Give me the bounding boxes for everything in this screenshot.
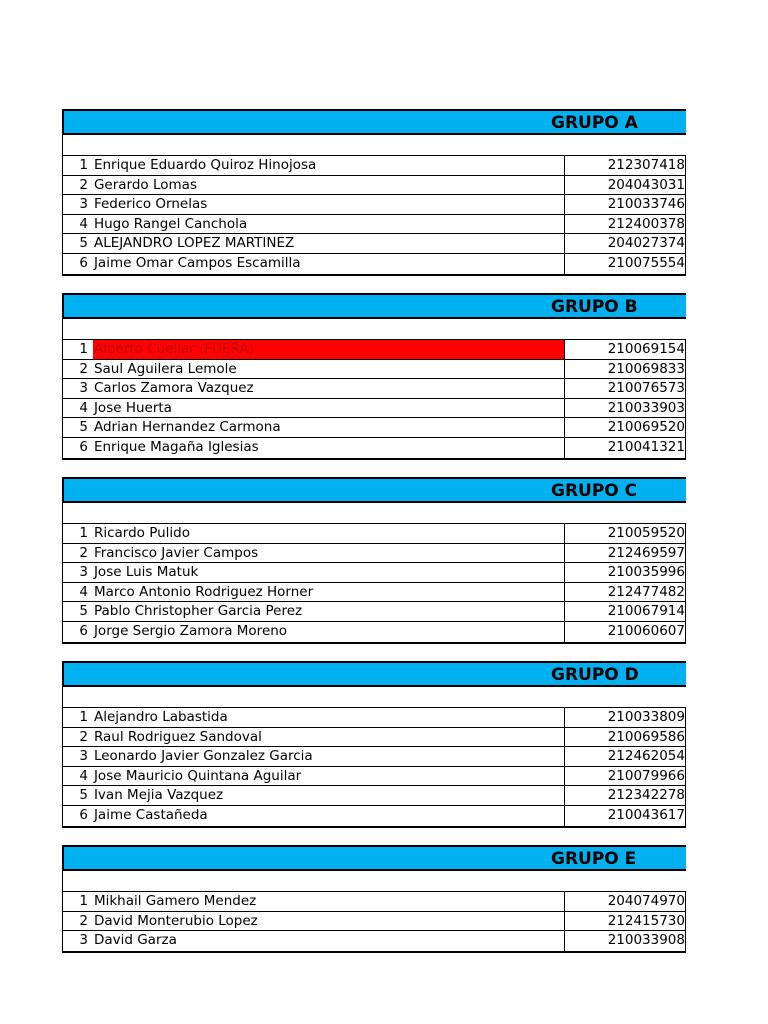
group-header [62,661,686,687]
table-row [63,767,686,787]
member-number: 2 [79,360,88,377]
member-name: Jose Mauricio Quintana Aguilar [93,767,302,784]
table-row [63,340,686,360]
table-row [63,563,686,583]
member-id: 210067914 [564,602,686,621]
table-row [63,254,686,274]
member-number: 3 [79,380,88,397]
member-id: 212469597 [564,544,686,563]
member-table [62,707,686,828]
table-row [63,912,686,932]
table-row [63,892,686,912]
member-number: 2 [79,912,88,929]
member-name: Pablo Christopher Garcia Perez [93,603,303,620]
member-number: 4 [79,399,88,416]
member-table [62,523,686,644]
member-name: David Monterubio Lopez [93,912,258,929]
member-number: 3 [79,196,88,213]
member-id: 210033903 [564,399,686,418]
member-name: David Garza [93,932,177,949]
member-number: 5 [79,419,88,436]
table-row [63,583,686,603]
table-row [63,622,686,642]
member-id: 210033809 [564,708,686,727]
member-name: Ivan Mejia Vazquez [93,787,224,804]
member-id: 210079966 [564,767,686,786]
group-header [62,293,686,319]
empty-row [62,871,686,891]
member-table [62,891,686,953]
member-id: 212307418 [564,156,686,175]
member-number: 4 [79,583,88,600]
group-b [62,293,686,460]
group-title: GRUPO B [551,297,638,317]
table-row [63,418,686,438]
group-title: GRUPO E [551,849,637,869]
member-name: Marco Antonio Rodriguez Horner [93,583,314,600]
member-name: Federico Ornelas [93,196,208,213]
member-id: 210033908 [564,931,686,951]
table-row [63,747,686,767]
member-name: Alejandro Labastida [93,709,228,725]
member-id: 212400378 [564,215,686,234]
member-name: Hugo Rangel Canchola [93,215,248,232]
member-id: 210033746 [564,195,686,214]
member-id: 210069154 [564,340,686,359]
member-name: Gerardo Lomas [93,176,197,193]
member-table [62,155,686,276]
member-number: 3 [79,564,88,581]
member-number: 4 [79,767,88,784]
table-row [63,931,686,951]
empty-row [62,503,686,523]
member-number: 5 [79,235,88,252]
group-title: GRUPO A [551,113,638,133]
member-name: Alberto Cuellar (FUERA) [93,340,564,359]
table-row [63,399,686,419]
member-number: 5 [79,603,88,620]
member-name: Leonardo Javier Gonzalez Garcia [93,748,313,765]
member-number: 4 [79,215,88,232]
member-name: Carlos Zamora Vazquez [93,380,254,397]
member-name: Raul Rodriguez Sandoval [93,728,262,745]
member-number: 5 [79,787,88,804]
member-id: 210041321 [564,438,686,458]
table-row [63,360,686,380]
member-id: 204074970 [564,892,686,911]
member-name: Mikhail Gamero Mendez [93,893,257,909]
empty-row [62,319,686,339]
empty-row [62,687,686,707]
table-row [63,438,686,458]
group-a [62,109,686,276]
member-id: 210035996 [564,563,686,582]
member-id: 210059520 [564,524,686,543]
member-id: 212477482 [564,583,686,602]
table-row [63,524,686,544]
member-id: 212462054 [564,747,686,766]
member-name: Enrique Magaña Iglesias [93,438,259,455]
member-number: 1 [79,157,88,173]
group-d [62,661,686,828]
group-title: GRUPO D [551,665,639,685]
member-number: 3 [79,748,88,765]
group-c [62,477,686,644]
member-id: 210043617 [564,806,686,826]
member-table [62,339,686,460]
member-number: 1 [79,525,88,541]
member-name: Francisco Javier Campos [93,544,259,561]
member-id: 212342278 [564,786,686,805]
member-name: Enrique Eduardo Quiroz Hinojosa [93,157,317,173]
member-number: 6 [79,438,88,455]
member-number: 6 [79,622,88,639]
member-name: ALEJANDRO LOPEZ MARTINEZ [93,235,295,252]
table-row [63,708,686,728]
member-name: Jaime Omar Campos Escamilla [93,254,301,271]
table-row [63,156,686,176]
table-row [63,234,686,254]
member-number: 2 [79,544,88,561]
member-name: Jose Luis Matuk [93,564,199,581]
member-id: 204043031 [564,176,686,195]
table-row [63,195,686,215]
member-name: Ricardo Pulido [93,525,191,541]
table-row [63,786,686,806]
group-title: GRUPO C [551,481,638,501]
member-number: 1 [79,893,88,909]
member-number: 1 [79,341,88,357]
member-name: Jorge Sergio Zamora Moreno [93,622,288,639]
member-id: 210076573 [564,379,686,398]
group-header [62,477,686,503]
table-row [63,544,686,564]
member-number: 6 [79,806,88,823]
member-number: 6 [79,254,88,271]
group-e [62,845,686,953]
member-id: 210060607 [564,622,686,642]
member-id: 210069833 [564,360,686,379]
member-name: Adrian Hernandez Carmona [93,419,281,436]
member-id: 204027374 [564,234,686,253]
member-name: Saul Aguilera Lemole [93,360,237,377]
member-name: Jaime Castañeda [93,806,208,823]
table-row [63,215,686,235]
member-id: 210069520 [564,418,686,437]
member-number: 2 [79,728,88,745]
member-number: 3 [79,932,88,949]
table-row [63,176,686,196]
group-header [62,109,686,135]
member-id: 210069586 [564,728,686,747]
table-row [63,728,686,748]
member-id: 210075554 [564,254,686,274]
table-row [63,379,686,399]
member-number: 2 [79,176,88,193]
member-id: 212415730 [564,912,686,931]
table-row [63,602,686,622]
empty-row [62,135,686,155]
group-header [62,845,686,871]
table-row [63,806,686,826]
member-name: Jose Huerta [93,399,172,416]
member-number: 1 [79,709,88,725]
